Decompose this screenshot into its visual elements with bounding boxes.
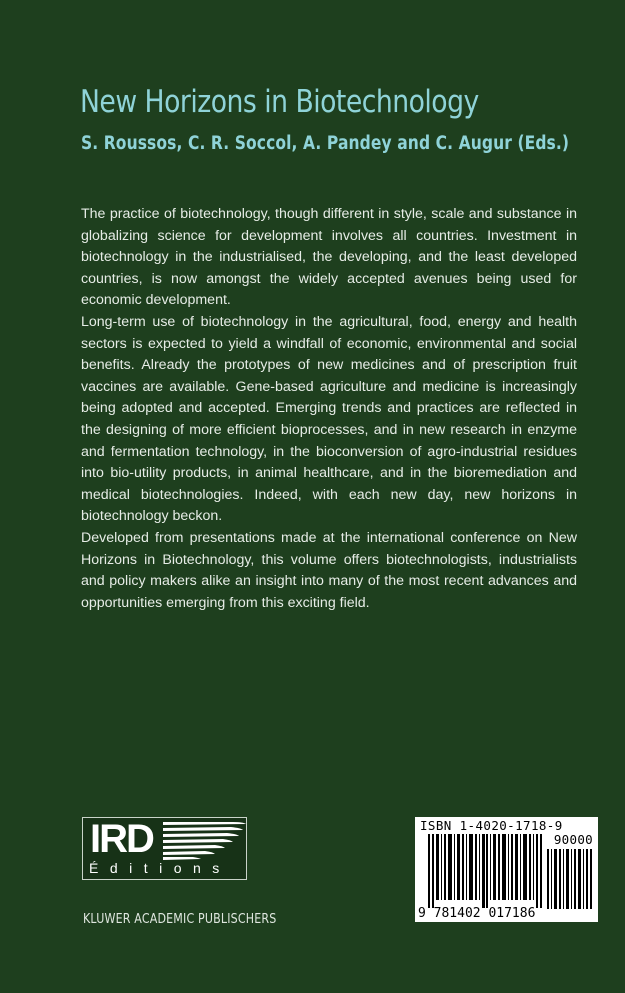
- ean-barcode-bars-icon: [428, 834, 544, 908]
- ird-wing-icon: [163, 821, 247, 861]
- book-title: New Horizons in Biotechnology: [80, 84, 479, 120]
- blurb-paragraph-3: Developed from presentations made at the international conference on New Horizons in Biotechnology, this volume offers biotechnologists, industrialists and policy makers alike an insight into many of the most recent advances and opportunities emerging from this exciting field.: [81, 529, 577, 611]
- editions-label: Éditions: [89, 860, 231, 876]
- blurb-paragraph-2: Long-term use of biotechnology in the agricultural, food, energy and health sectors is expected to yield a windfall of economic, environmental and social benefits. Already the prototypes of new medicines and of prescription fruit vaccines are available. Gene-based agriculture and medicine is increasingly being adopted and accepted. Emerging trends and practices are reflected in the designing of more efficient bioprocesses, and in new research in enzyme and fermentation technology, in the bioconversion of agro-industrial residues into bio-utility products, in animal healthcare, and in the bioremediation and medical biotechnologies. Indeed, with each new day, new horizons in biotechnology beckon.: [81, 313, 577, 525]
- barcode-addon-number: 90000: [553, 832, 593, 847]
- book-editors: S. Roussos, C. R. Soccol, A. Pandey and C. Augur (Eds.): [81, 133, 570, 154]
- ird-wordmark: IRD: [90, 817, 153, 861]
- addon-barcode-bars-icon: [547, 849, 593, 909]
- blurb-paragraph-1: The practice of biotechnology, though different in style, scale and substance in globalizing science for development involves all countries. Investment in biotechnology in the industrialised, the developing, and the least developed countries, is now amongst the widely accepted avenues being used for economic development.: [81, 206, 577, 309]
- ird-editions-logo: [82, 817, 247, 880]
- isbn-label: ISBN 1-4020-1718-9: [420, 818, 563, 833]
- back-cover-blurb: [81, 204, 577, 614]
- ean-number: 9 781402 017186: [418, 906, 536, 921]
- publisher-name: KLUWER ACADEMIC PUBLISCHERS: [83, 911, 277, 927]
- isbn-barcode: [415, 817, 598, 922]
